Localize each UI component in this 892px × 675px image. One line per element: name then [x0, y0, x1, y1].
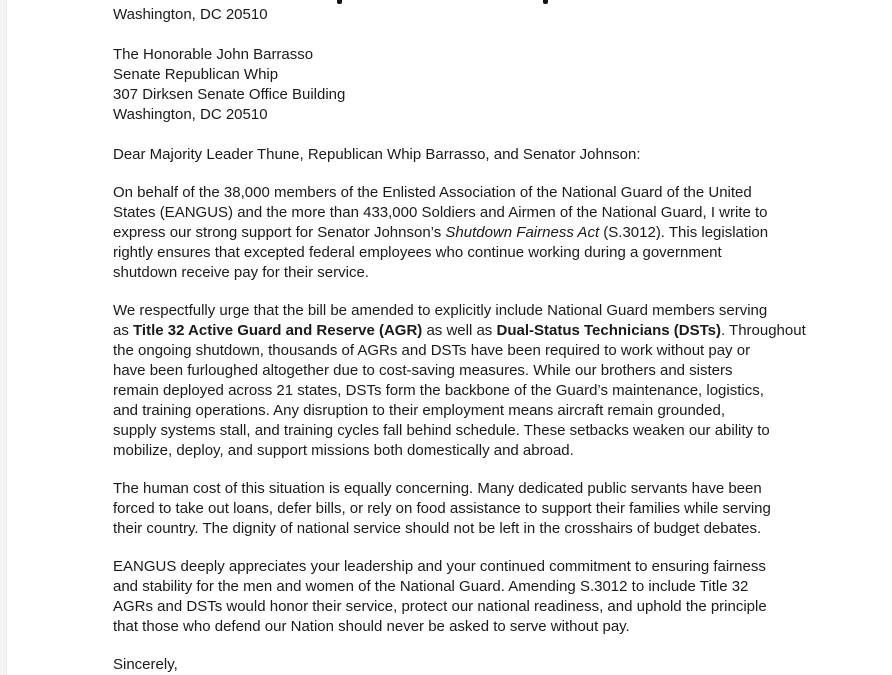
text-segment: Dual-Status Technicians (DSTs)	[496, 322, 721, 339]
text-segment: as well as	[422, 322, 497, 339]
text-segment: States (EANGUS) and the more than 433,000 Soldiers and Airmen of the National Guard, I write to	[113, 204, 768, 221]
page-edge-gutter	[0, 0, 7, 675]
text-segment: supply systems stall, and training cycles fall behind schedule. These setbacks weaken our ability to	[113, 422, 770, 439]
text-segment: . Throughout	[720, 322, 806, 339]
text-segment: and training operations. Any disruption to their employment means aircraft remain grounded,	[113, 402, 726, 419]
text-segment: Shutdown Fairness Act	[445, 224, 600, 241]
text-segment: have been furloughed altogether due to cost-saving measures. While our brothers and sisters	[113, 362, 733, 379]
paragraph-human-cost	[113, 479, 892, 539]
letter-body	[113, 0, 892, 675]
text-segment: EANGUS deeply appreciates your leadership and your continued commitment to ensuring fairness	[113, 558, 766, 575]
text-segment: The human cost of this situation is equally concerning. Many dedicated public servants have been	[113, 480, 762, 497]
text-segment: mobilize, deploy, and support missions both domestically and abroad.	[113, 442, 574, 459]
text-segment: express our strong support for Senator Johnson’s	[113, 224, 446, 241]
paragraph-appreciation	[113, 557, 892, 637]
text-segment: We respectfully urge that the bill be amended to explicitly include National Guard members serving	[113, 302, 768, 319]
clipped-top-line	[113, 0, 892, 5]
clipped-text-fragment	[337, 0, 342, 4]
text-segment: their country. The dignity of national service should not be left in the crosshairs of budget debates.	[113, 520, 762, 537]
address-block-thune: Washington, DC 20510	[113, 6, 268, 23]
text-segment: and stability for the men and women of the National Guard. Amending S.3012 to include Title 32	[113, 578, 749, 595]
text-segment: Title 32 Active Guard and Reserve (AGR)	[133, 322, 423, 339]
text-segment: AGRs and DSTs would honor their service, protect our national readiness, and uphold the principle	[113, 598, 767, 615]
salutation-line: Dear Majority Leader Thune, Republican Whip Barrasso, and Senator Johnson:	[113, 146, 641, 163]
text-segment: the ongoing shutdown, thousands of AGRs and DSTs have been required to work without pay or	[113, 342, 751, 359]
text-segment: that those who defend our Nation should never be asked to serve without pay.	[113, 618, 630, 635]
text-segment: On behalf of the 38,000 members of the Enlisted Association of the National Guard of the United	[113, 184, 752, 201]
closing-line: Sincerely,	[113, 656, 178, 673]
document-page[interactable]	[7, 0, 892, 675]
text-segment: as	[113, 322, 134, 339]
clipped-text-fragment	[543, 0, 548, 4]
paragraph-amendment-request	[113, 301, 892, 461]
text-segment: shutdown receive pay for their service.	[113, 264, 369, 281]
address-block-barrasso: The Honorable John Barrasso Senate Republican Whip 307 Dirksen Senate Office Building Washington, DC 20510	[113, 46, 346, 123]
text-segment: (S.3012). This legislation	[599, 224, 769, 241]
text-segment: rightly ensures that excepted federal employees who continue working during a government	[113, 244, 722, 261]
text-segment: remain deployed across 21 states, DSTs form the backbone of the Guard’s maintenance, logistics,	[113, 382, 764, 399]
paragraph-support-statement	[113, 183, 892, 283]
text-segment: forced to take out loans, defer bills, or rely on food assistance to support their families while serving	[113, 500, 771, 517]
